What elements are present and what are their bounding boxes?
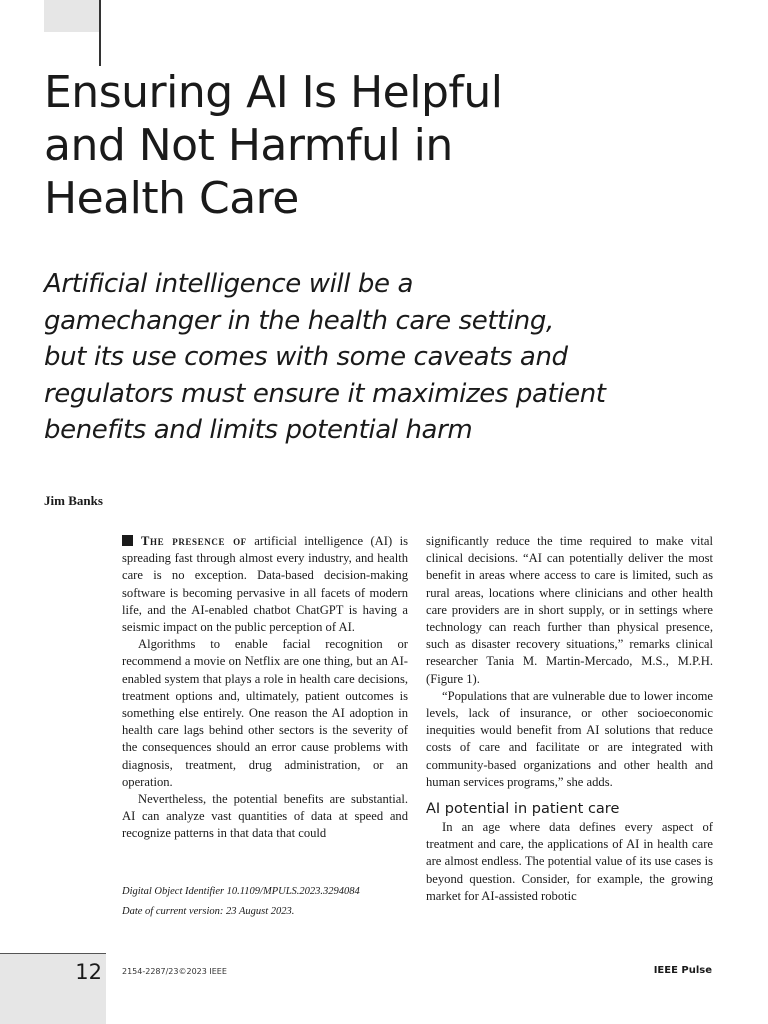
- body-paragraph: In an age where data defines every aspect of treatment and care, the applications of AI in health care are almost endless. The potential value of its use cases is beyond question. Consider, for example, the growing market for AI-assisted robotic: [426, 820, 713, 903]
- article-title: [44, 66, 724, 225]
- title-line: Health Care: [44, 173, 299, 224]
- paragraph-text: artificial intelligence (AI) is spreading fast through almost every industry, and health care is no exception. Data-based decision-making software is becoming pervasive in all facets of modern life, and the AI-enabled chatbot ChatGPT is having a seismic impact on the public perception of AI.: [122, 534, 408, 635]
- title-line: Ensuring AI Is Helpful: [44, 67, 503, 118]
- body-paragraph: significantly reduce the time required to make vital clinical decisions. “AI can potentially deliver the most benefit in areas where access to care is limited, such as rural areas, locations where clinicians and other health care providers are in short supply, or in settings where technology can reach further than physical presence, such as disaster recovery situations,” remarks clinical researcher Tania M. Martin-Mercado, M.S., M.P.H. (Figure 1).: [426, 534, 713, 686]
- body-paragraph: “Populations that are vulnerable due to lower income levels, lack of insurance, or other socioeconomic inequities would benefit from AI solutions that reduce costs of care and facilitate or are integrated with community-based organizations and other health and human services programs,” she adds.: [426, 688, 713, 789]
- body-column-right: [426, 533, 713, 905]
- deck-line: regulators must ensure it maximizes patient: [44, 378, 606, 409]
- article-deck: [44, 266, 734, 449]
- page-number: 12: [75, 960, 102, 984]
- body-paragraph: Algorithms to enable facial recognition or recommend a movie on Netflix are one thing, but an AI-enabled system that plays a role in health care decisions, treatment options and, ultimately, patient outcomes is something else entirely. One reason the AI adoption in health care lags behind other sectors is the severity of the consequences should an error cause problems with diagnosis, treatment, drug administration, or an operation.: [122, 637, 408, 789]
- title-line: and Not Harmful in: [44, 120, 453, 171]
- body-paragraph: Nevertheless, the potential benefits are substantial. AI can analyze vast quantities of data at speed and recognize patterns in that data that could: [122, 792, 408, 841]
- body-paragraph: [122, 533, 408, 636]
- deck-line: but its use comes with some caveats and: [44, 342, 568, 372]
- deck-line: benefits and limits potential harm: [44, 415, 473, 445]
- author-byline: Jim Banks: [44, 493, 103, 508]
- article-metadata: [122, 882, 412, 922]
- version-date-line: Date of current version: 23 August 2023.: [122, 906, 295, 917]
- section-heading: AI potential in patient care: [426, 801, 620, 818]
- journal-name: IEEE Pulse: [653, 965, 712, 976]
- deck-line: Artificial intelligence will be a: [44, 269, 414, 299]
- doi-line: Digital Object Identifier 10.1109/MPULS.2023.3294084: [122, 886, 360, 897]
- deck-line: gamechanger in the health care setting,: [44, 305, 554, 336]
- paragraph-start-square-icon: [122, 535, 133, 546]
- corner-rule: [99, 0, 101, 66]
- lead-in-text: The presence of: [141, 534, 247, 548]
- body-column-left: [122, 533, 408, 843]
- corner-tab: [44, 0, 100, 32]
- issn-copyright: 2154-2287/23©2023 IEEE: [122, 967, 227, 976]
